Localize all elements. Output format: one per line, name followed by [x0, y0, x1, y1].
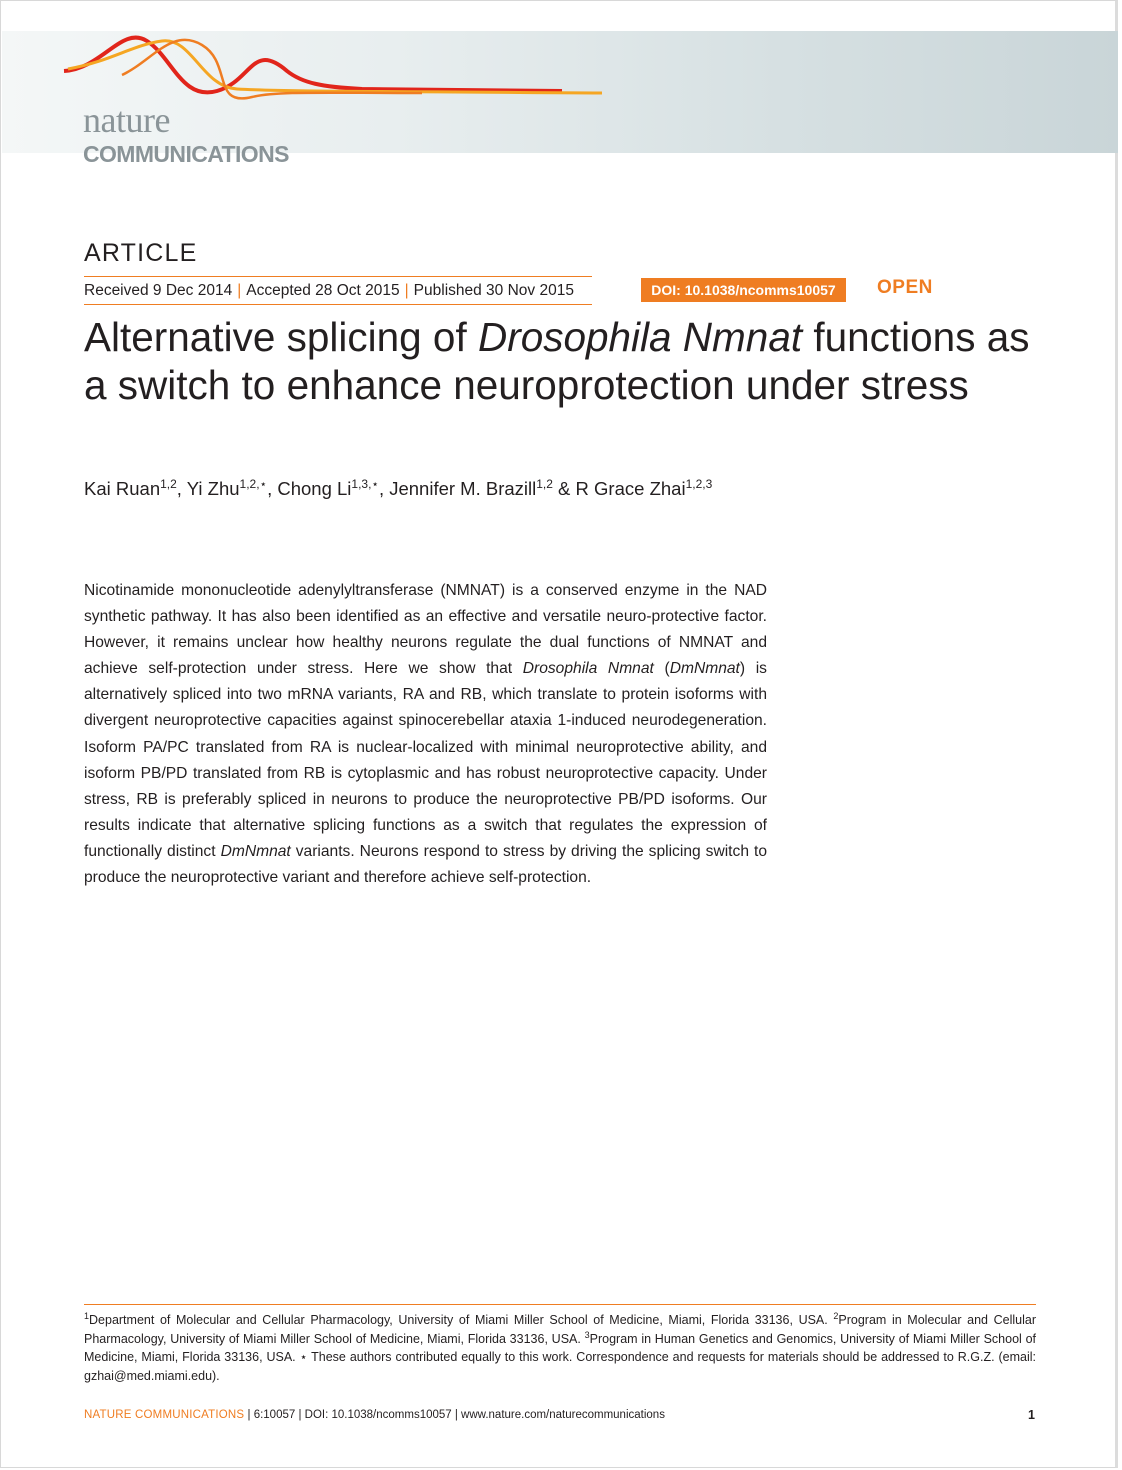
author-affiliation-sup: 1,2 [536, 477, 553, 491]
title-italic: Drosophila Nmnat [477, 314, 803, 360]
affiliations-footnote [84, 1304, 1036, 1385]
author-affiliation-sup: 1,2 [160, 477, 177, 491]
footer-journal-name: NATURE COMMUNICATIONS [84, 1409, 245, 1421]
author-separator: , [176, 478, 187, 499]
logo-nature-text: nature [83, 100, 170, 140]
affiliation-text: Program in Molecular and Cellular Pharmacology, University of Miami Miller School of Medicine, Miami, Florida 33136, USA. [84, 1313, 1036, 1346]
affiliation-text: Department of Molecular and Cellular Pharmacology, University of Miami Miller School of Medicine, Miami, Florida 33136, USA. [89, 1313, 834, 1327]
title-part-1: Alternative splicing of [84, 314, 478, 360]
correspondence-note: These authors contributed equally to this work. Correspondence and requests for materials should be addressed to R.G.Z. (email: gzhai@med.miami.edu). [84, 1350, 1037, 1383]
page-footer [84, 1409, 665, 1421]
author-name[interactable]: Jennifer M. Brazill [389, 478, 537, 499]
author-name[interactable]: R Grace Zhai [575, 478, 686, 499]
abstract-text: Nicotinamide mononucleotide adenylyltransferase (NMNAT) is a conserved enzyme in the NAD synthetic pathway. It has also been identified as an effective and versatile neuro-protective factor. However, it remains unclear how healthy neurons regulate the dual functions of NMNAT and achieve self-protection under stress. Here we show that [84, 582, 767, 678]
publication-dates [84, 276, 592, 305]
author-list [84, 478, 712, 500]
author-separator: , [267, 478, 278, 499]
date-separator: | [237, 282, 242, 299]
doi-badge[interactable]: DOI: 10.1038/ncomms10057 [641, 278, 846, 302]
equal-contribution-star: ⋆ [299, 1350, 308, 1364]
open-access-label: OPEN [877, 277, 933, 298]
article-title [84, 313, 1034, 409]
article-type-label: ARTICLE [84, 239, 198, 267]
author-name[interactable]: Chong Li [277, 478, 352, 499]
affiliation-text: Program in Human Genetics and Genomics, University of Miami Miller School of Medicine, Miami, Florida 33136, USA. [84, 1331, 1036, 1364]
abstract-text: ) is alternatively spliced into two mRNA variants, RA and RB, which translate to protein isoforms with divergent neuroprotective capacities against spinocerebellar ataxia 1-induced neurodegeneration. Isoform PA/PC translated from RA is nuclear-localized with minimal neuroprotective ability, and isoform PB/PD translated from RB is cytoplasmic and has robust neuroprotective capacity. Under stress, RB is preferably spliced in neurons to produce the neuroprotective PB/PD isoforms. Our results indicate that alternative splicing functions as a switch that regulates the expression of functionally distinct [84, 660, 767, 860]
author-name[interactable]: Yi Zhu [186, 478, 240, 499]
author-separator: & [552, 478, 576, 499]
accepted-date: Accepted 28 Oct 2015 [246, 282, 400, 299]
logo-communications-text: COMMUNICATIONS [83, 141, 289, 167]
received-date: Received 9 Dec 2014 [84, 282, 233, 299]
journal-banner [2, 31, 1118, 167]
date-separator: | [404, 282, 409, 299]
author-name[interactable]: Kai Ruan [84, 478, 161, 499]
author-separator: , [378, 478, 390, 499]
affiliation-sup: 3 [584, 1329, 590, 1340]
abstract-italic: DmNmnat [669, 660, 740, 678]
affiliation-sup: 2 [833, 1311, 839, 1321]
abstract-paragraph [84, 578, 767, 891]
title-part-2: functions as a switch to enhance neuroprotection under stress [84, 314, 1030, 408]
affiliation-sup: 1 [84, 1311, 90, 1321]
abstract-text: ( [653, 660, 670, 678]
author-affiliation-sup: 1,2,⋆ [239, 477, 268, 491]
abstract-italic: Drosophila Nmnat [522, 660, 654, 678]
published-date: Published 30 Nov 2015 [413, 282, 574, 299]
abstract-text: variants. Neurons respond to stress by driving the splicing switch to produce the neuroprotective variant and therefore achieve self-protection. [84, 842, 767, 887]
author-affiliation-sup: 1,3,⋆ [351, 477, 379, 491]
footer-citation[interactable]: | 6:10057 | DOI: 10.1038/ncomms10057 | www.nature.com/naturecommunications [247, 1409, 665, 1421]
author-affiliation-sup: 1,2,3 [685, 477, 713, 491]
abstract-italic: DmNmnat [220, 842, 291, 860]
page-number: 1 [1028, 1408, 1035, 1422]
